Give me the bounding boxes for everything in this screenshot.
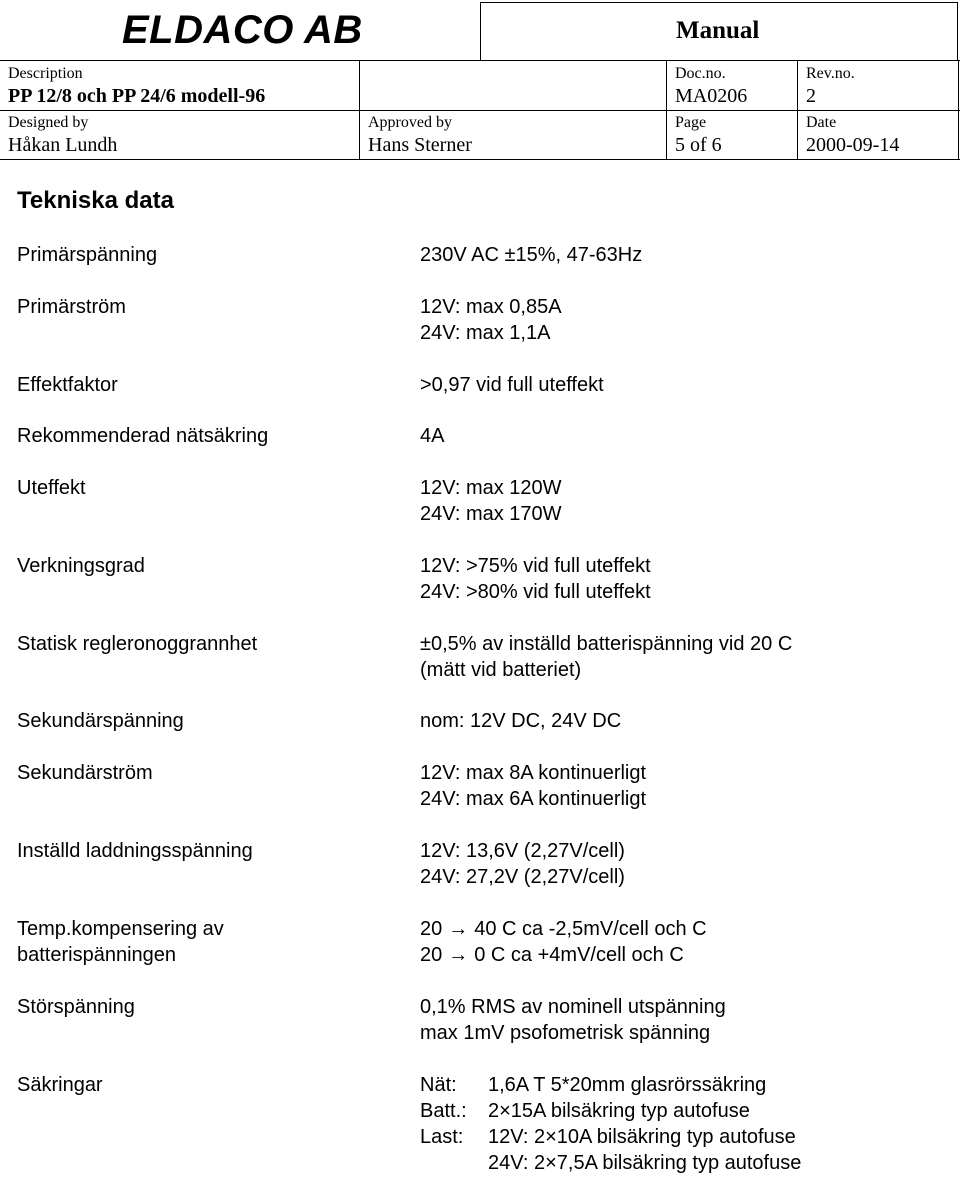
spec-label [17, 294, 397, 320]
manual-title: Manual [676, 17, 760, 44]
spec-label-line: Effektfaktor [17, 374, 118, 396]
spec-label-line: Primärström [17, 296, 126, 318]
spec-label-line: Rekommenderad nätsäkring [17, 425, 269, 447]
page-value: 5 of 6 [675, 134, 722, 156]
temp-rest: 40 C ca -2,5mV/cell och C [474, 918, 707, 940]
spec-label-line: Inställd laddningsspänning [17, 840, 253, 862]
spec-value-line: max 1mV psofometrisk spänning [420, 1022, 711, 1044]
description-label: Description [8, 65, 83, 82]
spec-value-line: 24V: >80% vid full uteffekt [420, 581, 651, 603]
temp-comp-line [420, 942, 950, 968]
document-header [0, 0, 960, 160]
spec-value-line: 12V: >75% vid full uteffekt [420, 555, 651, 577]
date-value: 2000-09-14 [806, 134, 900, 156]
spec-value [420, 475, 950, 527]
spec-label-line: Störspänning [17, 996, 135, 1018]
spec-label [17, 916, 397, 968]
spec-label [17, 372, 397, 398]
spec-label [17, 1072, 397, 1098]
spec-value [420, 553, 950, 605]
arrow-right-icon: → [448, 918, 469, 940]
spec-label-line: Uteffekt [17, 477, 86, 499]
page-label: Page [675, 114, 707, 131]
spec-value-line: 12V: max 0,85A [420, 296, 562, 318]
spec-value [420, 760, 950, 812]
spec-label [17, 475, 397, 501]
spec-value-line: 12V: max 8A kontinuerligt [420, 762, 647, 784]
section-title: Tekniska data [17, 187, 174, 214]
spec-label [17, 760, 397, 786]
temp-comp-line [420, 916, 950, 942]
spec-label [17, 994, 397, 1020]
spec-value [420, 708, 950, 734]
spec-label-line: Temp.kompensering av [17, 918, 224, 940]
spec-label-line: Sekundärspänning [17, 710, 184, 732]
spec-label [17, 553, 397, 579]
spec-label-line: Primärspänning [17, 244, 158, 266]
spec-label [17, 423, 397, 449]
temp-rest: 0 C ca +4mV/cell och C [474, 944, 684, 966]
spec-label [17, 631, 397, 657]
fuse-tag: Last: [420, 1126, 464, 1148]
fuse-text: 24V: 2×7,5A bilsäkring typ autofuse [488, 1152, 802, 1174]
spec-value-line: 12V: max 120W [420, 477, 562, 499]
arrow-right-icon: → [448, 944, 469, 966]
designed-by-value: Håkan Lundh [8, 134, 118, 156]
temp-from: 20 [420, 944, 443, 966]
spec-value [420, 838, 950, 890]
spec-value-line: 24V: max 1,1A [420, 322, 551, 344]
fuse-line [420, 1098, 950, 1124]
grid-divider [0, 110, 960, 111]
spec-value-line: 230V AC ±15%, 47-63Hz [420, 244, 643, 266]
fuse-line [420, 1072, 950, 1098]
date-label: Date [806, 114, 837, 131]
spec-value-line: 12V: 13,6V (2,27V/cell) [420, 840, 625, 862]
spec-value-line: ±0,5% av inställd batterispänning vid 20 C [420, 633, 793, 655]
revno-label: Rev.no. [806, 65, 855, 82]
fuse-text: 2×15A bilsäkring typ autofuse [488, 1100, 750, 1122]
fuse-tag: Nät: [420, 1074, 457, 1096]
spec-value [420, 1072, 950, 1176]
approved-by-label: Approved by [368, 114, 452, 131]
spec-value-line: 0,1% RMS av nominell utspänning [420, 996, 726, 1018]
spec-value [420, 423, 950, 449]
spec-value [420, 242, 950, 268]
spec-label-line: Sekundärström [17, 762, 153, 784]
header-info-grid [0, 60, 960, 160]
fuse-line [420, 1150, 950, 1176]
docno-label: Doc.no. [675, 65, 726, 82]
fuse-text: 1,6A T 5*20mm glasrörssäkring [488, 1074, 767, 1096]
spec-label [17, 708, 397, 734]
spec-value-line: 24V: 27,2V (2,27V/cell) [420, 866, 625, 888]
temp-from: 20 [420, 918, 443, 940]
spec-value [420, 994, 950, 1046]
spec-value-line: >0,97 vid full uteffekt [420, 374, 604, 396]
docno-value: MA0206 [675, 85, 748, 107]
spec-label [17, 838, 397, 864]
spec-value-line: (mätt vid batteriet) [420, 659, 582, 681]
spec-value-line: 4A [420, 425, 445, 447]
spec-value-line: 24V: max 170W [420, 503, 562, 525]
revno-value: 2 [806, 85, 816, 107]
spec-label-line: Verkningsgrad [17, 555, 145, 577]
approved-by-value: Hans Sterner [368, 134, 472, 156]
spec-value [420, 294, 950, 346]
spec-label-line: Säkringar [17, 1074, 103, 1096]
spec-value [420, 372, 950, 398]
spec-value-line: 24V: max 6A kontinuerligt [420, 788, 647, 810]
description-value: PP 12/8 och PP 24/6 modell-96 [8, 85, 266, 107]
fuse-text: 12V: 2×10A bilsäkring typ autofuse [488, 1126, 796, 1148]
fuse-line [420, 1124, 950, 1150]
spec-value [420, 916, 950, 968]
fuse-tag: Batt.: [420, 1100, 467, 1122]
spec-label-line: batterispänningen [17, 944, 177, 966]
company-name: ELDACO AB [122, 8, 363, 52]
designed-by-label: Designed by [8, 114, 89, 131]
spec-value-line: nom: 12V DC, 24V DC [420, 710, 622, 732]
spec-label [17, 242, 397, 268]
spec-label-line: Statisk regleronoggrannhet [17, 633, 258, 655]
spec-value [420, 631, 950, 683]
